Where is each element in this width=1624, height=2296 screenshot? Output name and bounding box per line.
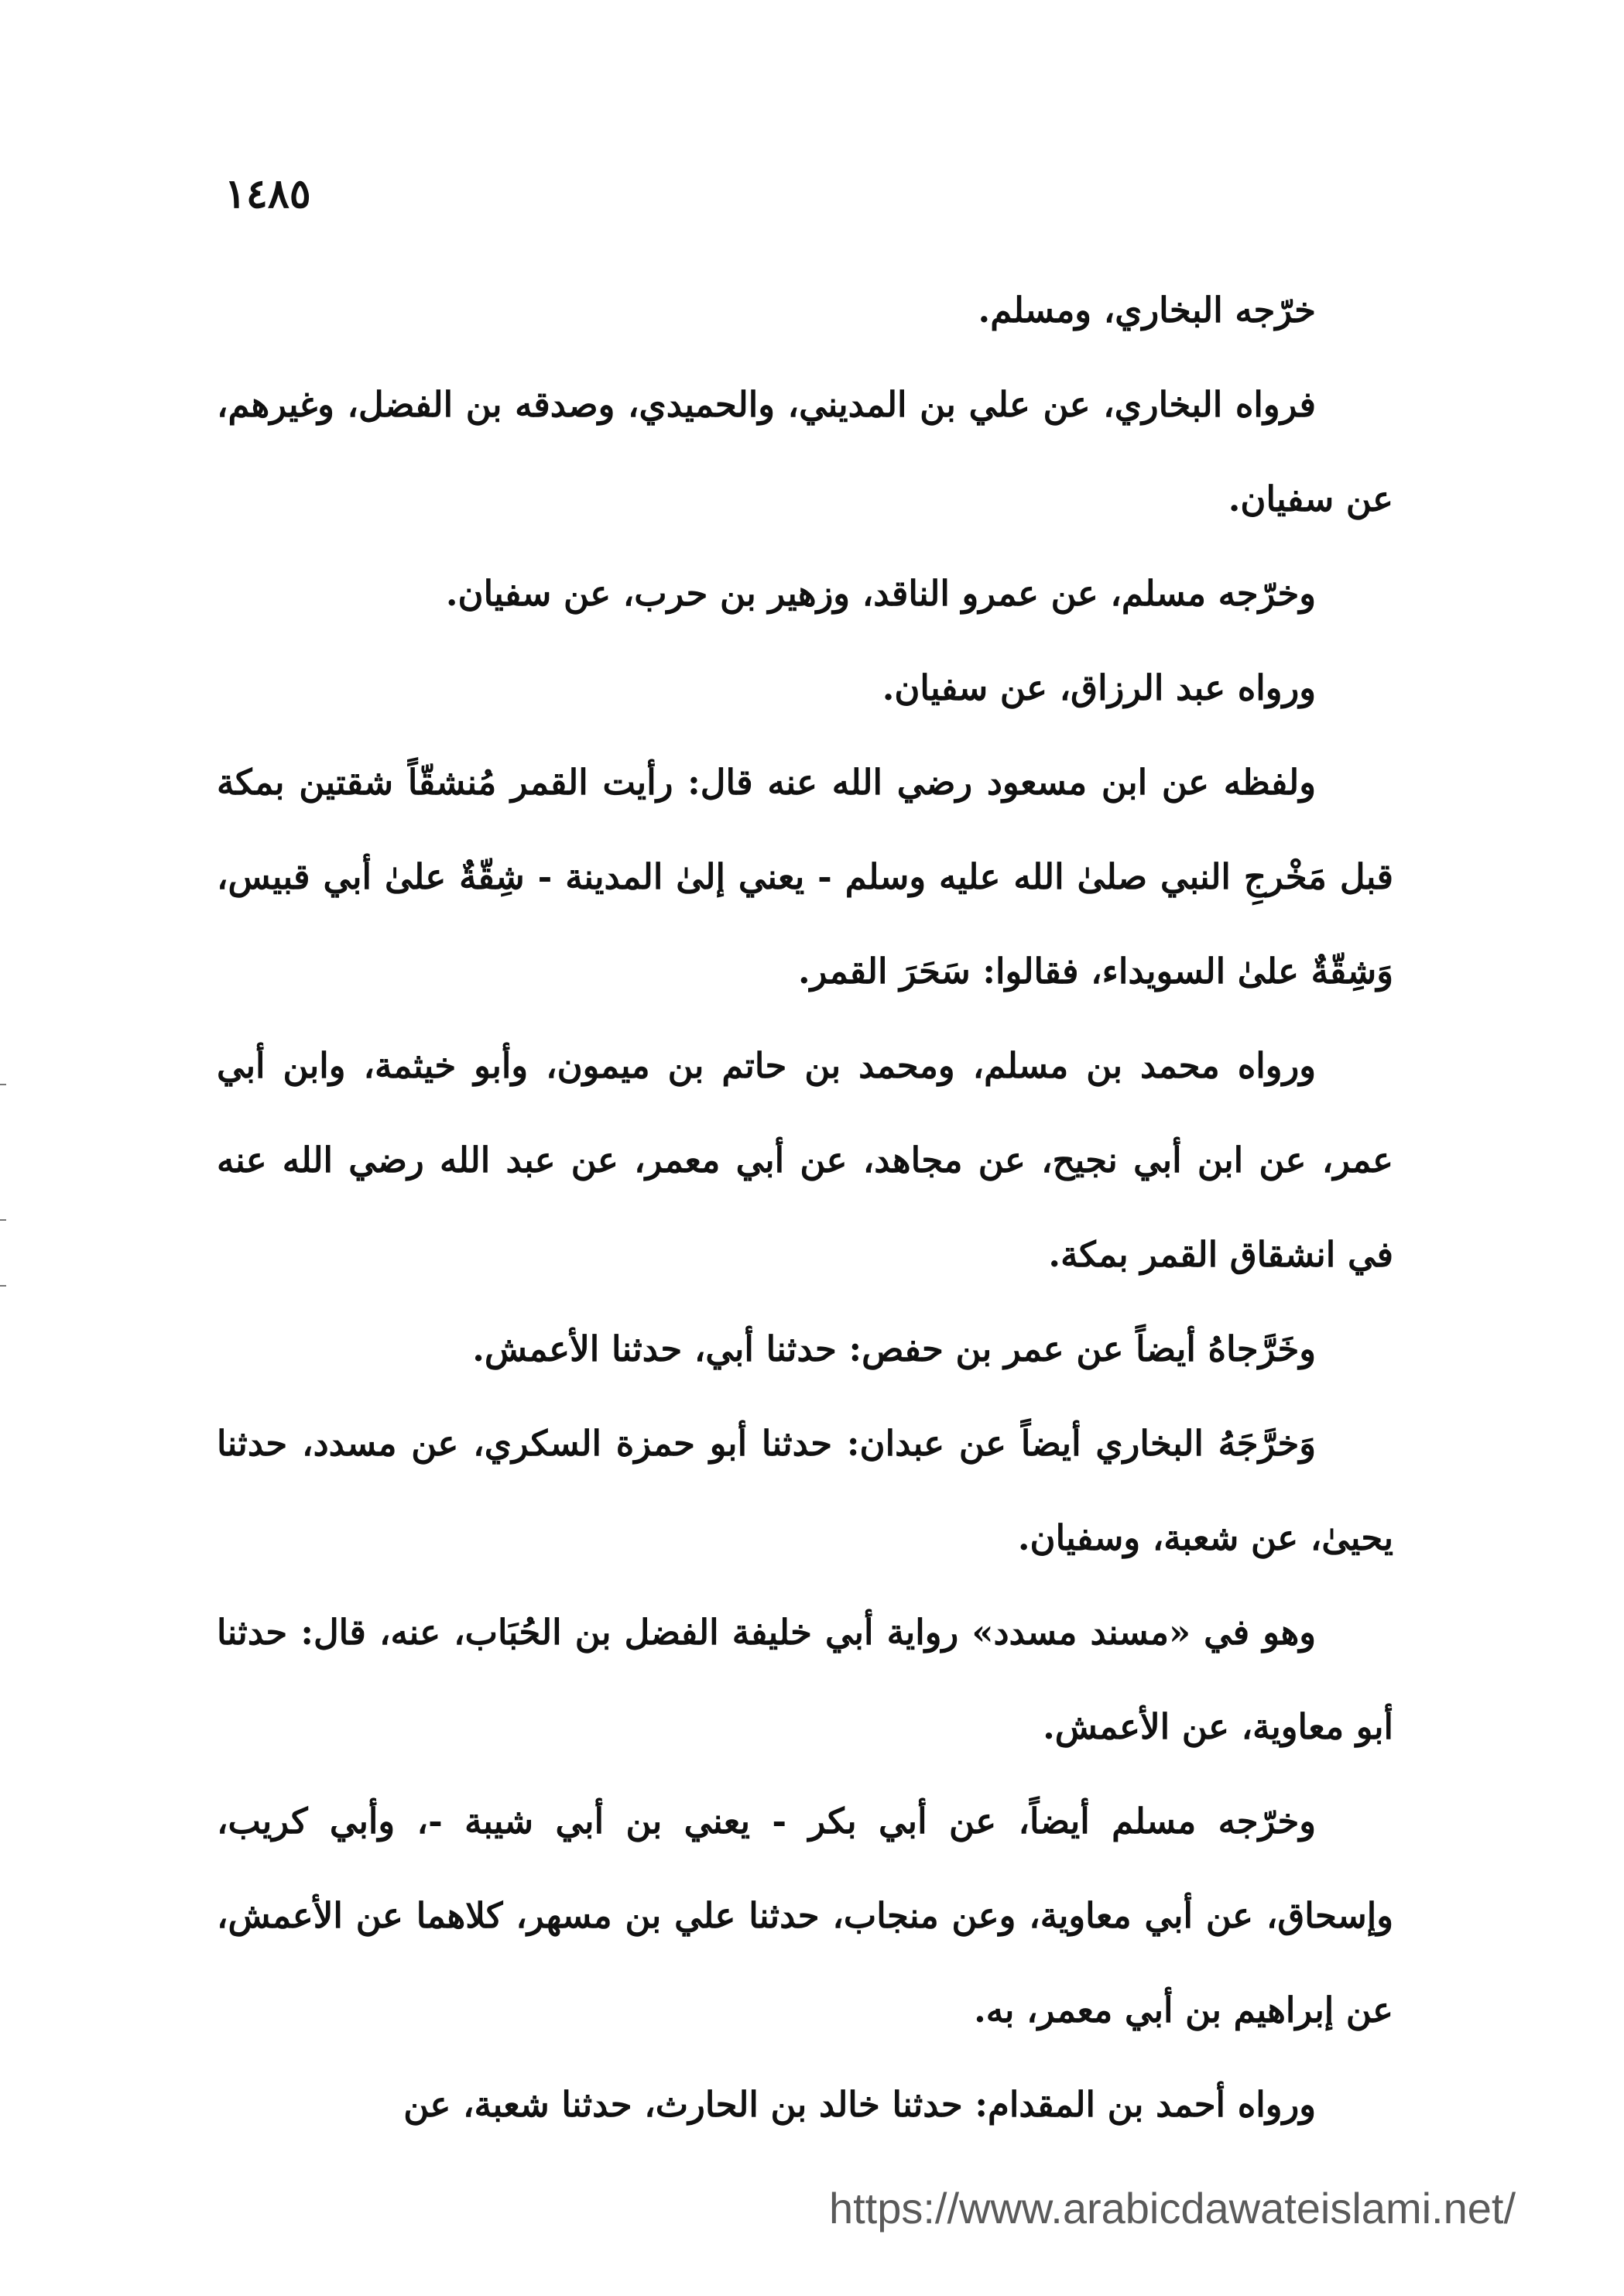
paragraph: وهو في «مسند مسدد» رواية أبي خليفة الفضل بن الحُبَاب، عنه، قال: حدثنا أبو معاوية، عن الأعمش.	[217, 1612, 1393, 1747]
margin-mark	[0, 1084, 6, 1085]
margin-mark	[0, 1219, 6, 1221]
paragraph: وخَرَّجاهُ أيضاً عن عمر بن حفص: حدثنا أبي، حدثنا الأعمش.	[472, 1328, 1316, 1369]
paragraph: وَخرَّجَهُ البخاري أيضاً عن عبدان: حدثنا أبو حمزة السكري، عن مسدد، حدثنا يحيىٰ، عن شعبة، وسفيان.	[217, 1423, 1393, 1558]
paragraph: ورواه عبد الرزاق، عن سفيان.	[882, 667, 1316, 708]
page-number: ١٤٨٥	[224, 170, 311, 218]
paragraph: خرّجه البخاري، ومسلم.	[978, 290, 1316, 331]
paragraph: فرواه البخاري، عن علي بن المديني، والحميدي، وصدقه بن الفضل، وغيرهم، عن سفيان.	[217, 384, 1393, 519]
text-body	[217, 263, 1393, 2152]
paragraph: وخرّجه مسلم، عن عمرو الناقد، وزهير بن حرب، عن سفيان.	[445, 573, 1316, 614]
margin-mark	[0, 1285, 6, 1287]
paragraph: وخرّجه مسلم أيضاً، عن أبي بكر - يعني بن أبي شيبة -، وأبي كريب، وإسحاق، عن أبي معاوية، وعن منجاب، حدثنا علي بن مسهر، كلاهما عن الأعمش، عن إبراهيم بن أبي معمر، به.	[217, 1801, 1393, 2030]
paragraph: ولفظه عن ابن مسعود رضي الله عنه قال: رأيت القمر مُنشقّاً شقتين بمكة قبل مَخْرجِ النبي صلىٰ الله عليه وسلم - يعني إلىٰ المدينة - شِقّةٌ علىٰ أبي قبيس، وَشِقّةٌ علىٰ السويداء، فقالوا: سَحَرَ القمر.	[217, 762, 1393, 992]
paragraph: ورواه محمد بن مسلم، ومحمد بن حاتم بن ميمون، وأبو خيثمة، وابن أبي عمر، عن ابن أبي نجيح، عن مجاهد، عن أبي معمر، عن عبد الله رضي الله عنه في انشقاق القمر بمكة.	[217, 1045, 1393, 1275]
footer-url: https://www.arabicdawateislami.net/	[828, 2184, 1516, 2233]
paragraph: ورواه أحمد بن المقدام: حدثنا خالد بن الحارث، حدثنا شعبة، عن	[403, 2084, 1316, 2125]
